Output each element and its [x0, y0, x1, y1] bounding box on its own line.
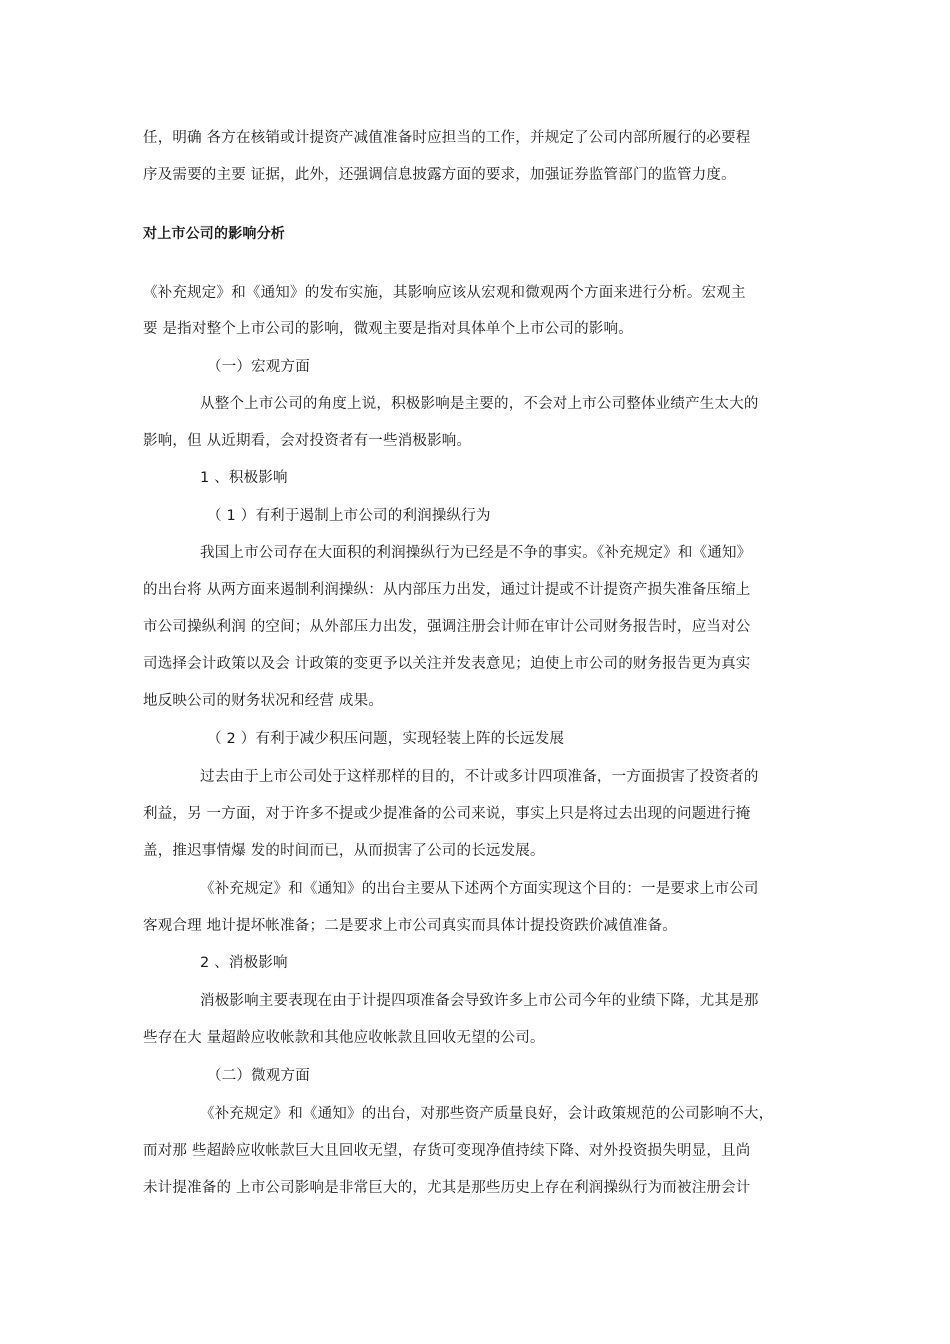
subheading: （一）宏观方面	[207, 359, 310, 375]
paragraph-line: 客观合理 地计提坏帐准备；二是要求上市公司真实而具体计提投资跌价减值准备。	[143, 918, 678, 934]
paragraph-line: 《补充规定》和《通知》的出台，对那些资产质量良好，会计政策规范的公司影响不大，	[200, 1106, 774, 1122]
paragraph-line: 任，明确 各方在核销或计提资产减值准备时应担当的工作，并规定了公司内部所履行的必要程	[143, 130, 751, 146]
paragraph-line: 的出台将 从两方面来遏制利润操纵：从内部压力出发，通过计提或不计提资产损失准备压缩上	[143, 582, 751, 598]
paragraph-line: 利益，另 一方面，对于许多不提或少提准备的公司来说，事实上只是将过去出现的问题进行掩	[143, 806, 751, 822]
paragraph-line: 《补充规定》和《通知》的发布实施，其影响应该从宏观和微观两个方面来进行分析。宏观主	[143, 285, 746, 301]
paragraph-line: 未计提准备的 上市公司影响是非常巨大的，尤其是那些历史上存在利润操纵行为而被注册会计	[143, 1180, 751, 1196]
paragraph-line: 过去由于上市公司处于这样那样的目的，不计或多计四项准备，一方面损害了投资者的	[200, 769, 759, 785]
paragraph-line: 序及需要的主要 证据，此外，还强调信息披露方面的要求，加强证券监管部门的监管力度。	[143, 167, 736, 183]
paragraph-line: 而对那 些超龄应收帐款巨大且回收无望，存货可变现净值持续下降、对外投资损失明显，且尚	[143, 1143, 751, 1159]
paragraph-line: 影响，但 从近期看，会对投资者有一些消极影响。	[143, 433, 472, 449]
subheading: （ 1 ）有利于遏制上市公司的利润操纵行为	[207, 508, 491, 524]
paragraph-line: 《补充规定》和《通知》的出台主要从下述两个方面实现这个目的：一是要求上市公司	[200, 881, 759, 897]
paragraph-line: 些存在大 量超龄应收帐款和其他应收帐款且回收无望的公司。	[143, 1030, 545, 1046]
paragraph-line: 市公司操纵利润 的空间；从外部压力出发，强调注册会计师在审计公司财务报告时，应当对公	[143, 619, 751, 635]
paragraph-line: 地反映公司的财务状况和经营 成果。	[143, 693, 384, 709]
subheading: （二）微观方面	[207, 1068, 310, 1084]
subheading: 2 、消极影响	[200, 955, 288, 971]
subheading: 1 、积极影响	[200, 470, 288, 486]
paragraph-line: 从整个上市公司的角度上说，积极影响是主要的，不会对上市公司整体业绩产生太大的	[200, 396, 759, 412]
paragraph-line: 我国上市公司存在大面积的利润操纵行为已经是不争的事实。《补充规定》和《通知》	[200, 545, 752, 561]
paragraph-line: 盖，推迟事情爆 发的时间而已，从而损害了公司的长远发展。	[143, 843, 545, 859]
paragraph-line: 司选择会计政策以及会 计政策的变更予以关注并发表意见；迫使上市公司的财务报告更为真实	[143, 656, 751, 672]
paragraph-line: 要 是指对整个上市公司的影响，微观主要是指对具体单个上市公司的影响。	[143, 321, 633, 337]
section-heading: 对上市公司的影响分析	[143, 226, 285, 242]
subheading: （ 2 ）有利于减少积压问题，实现轻装上阵的长远发展	[207, 731, 565, 747]
paragraph-line: 消极影响主要表现在由于计提四项准备会导致许多上市公司今年的业绩下降，尤其是那	[200, 993, 759, 1009]
